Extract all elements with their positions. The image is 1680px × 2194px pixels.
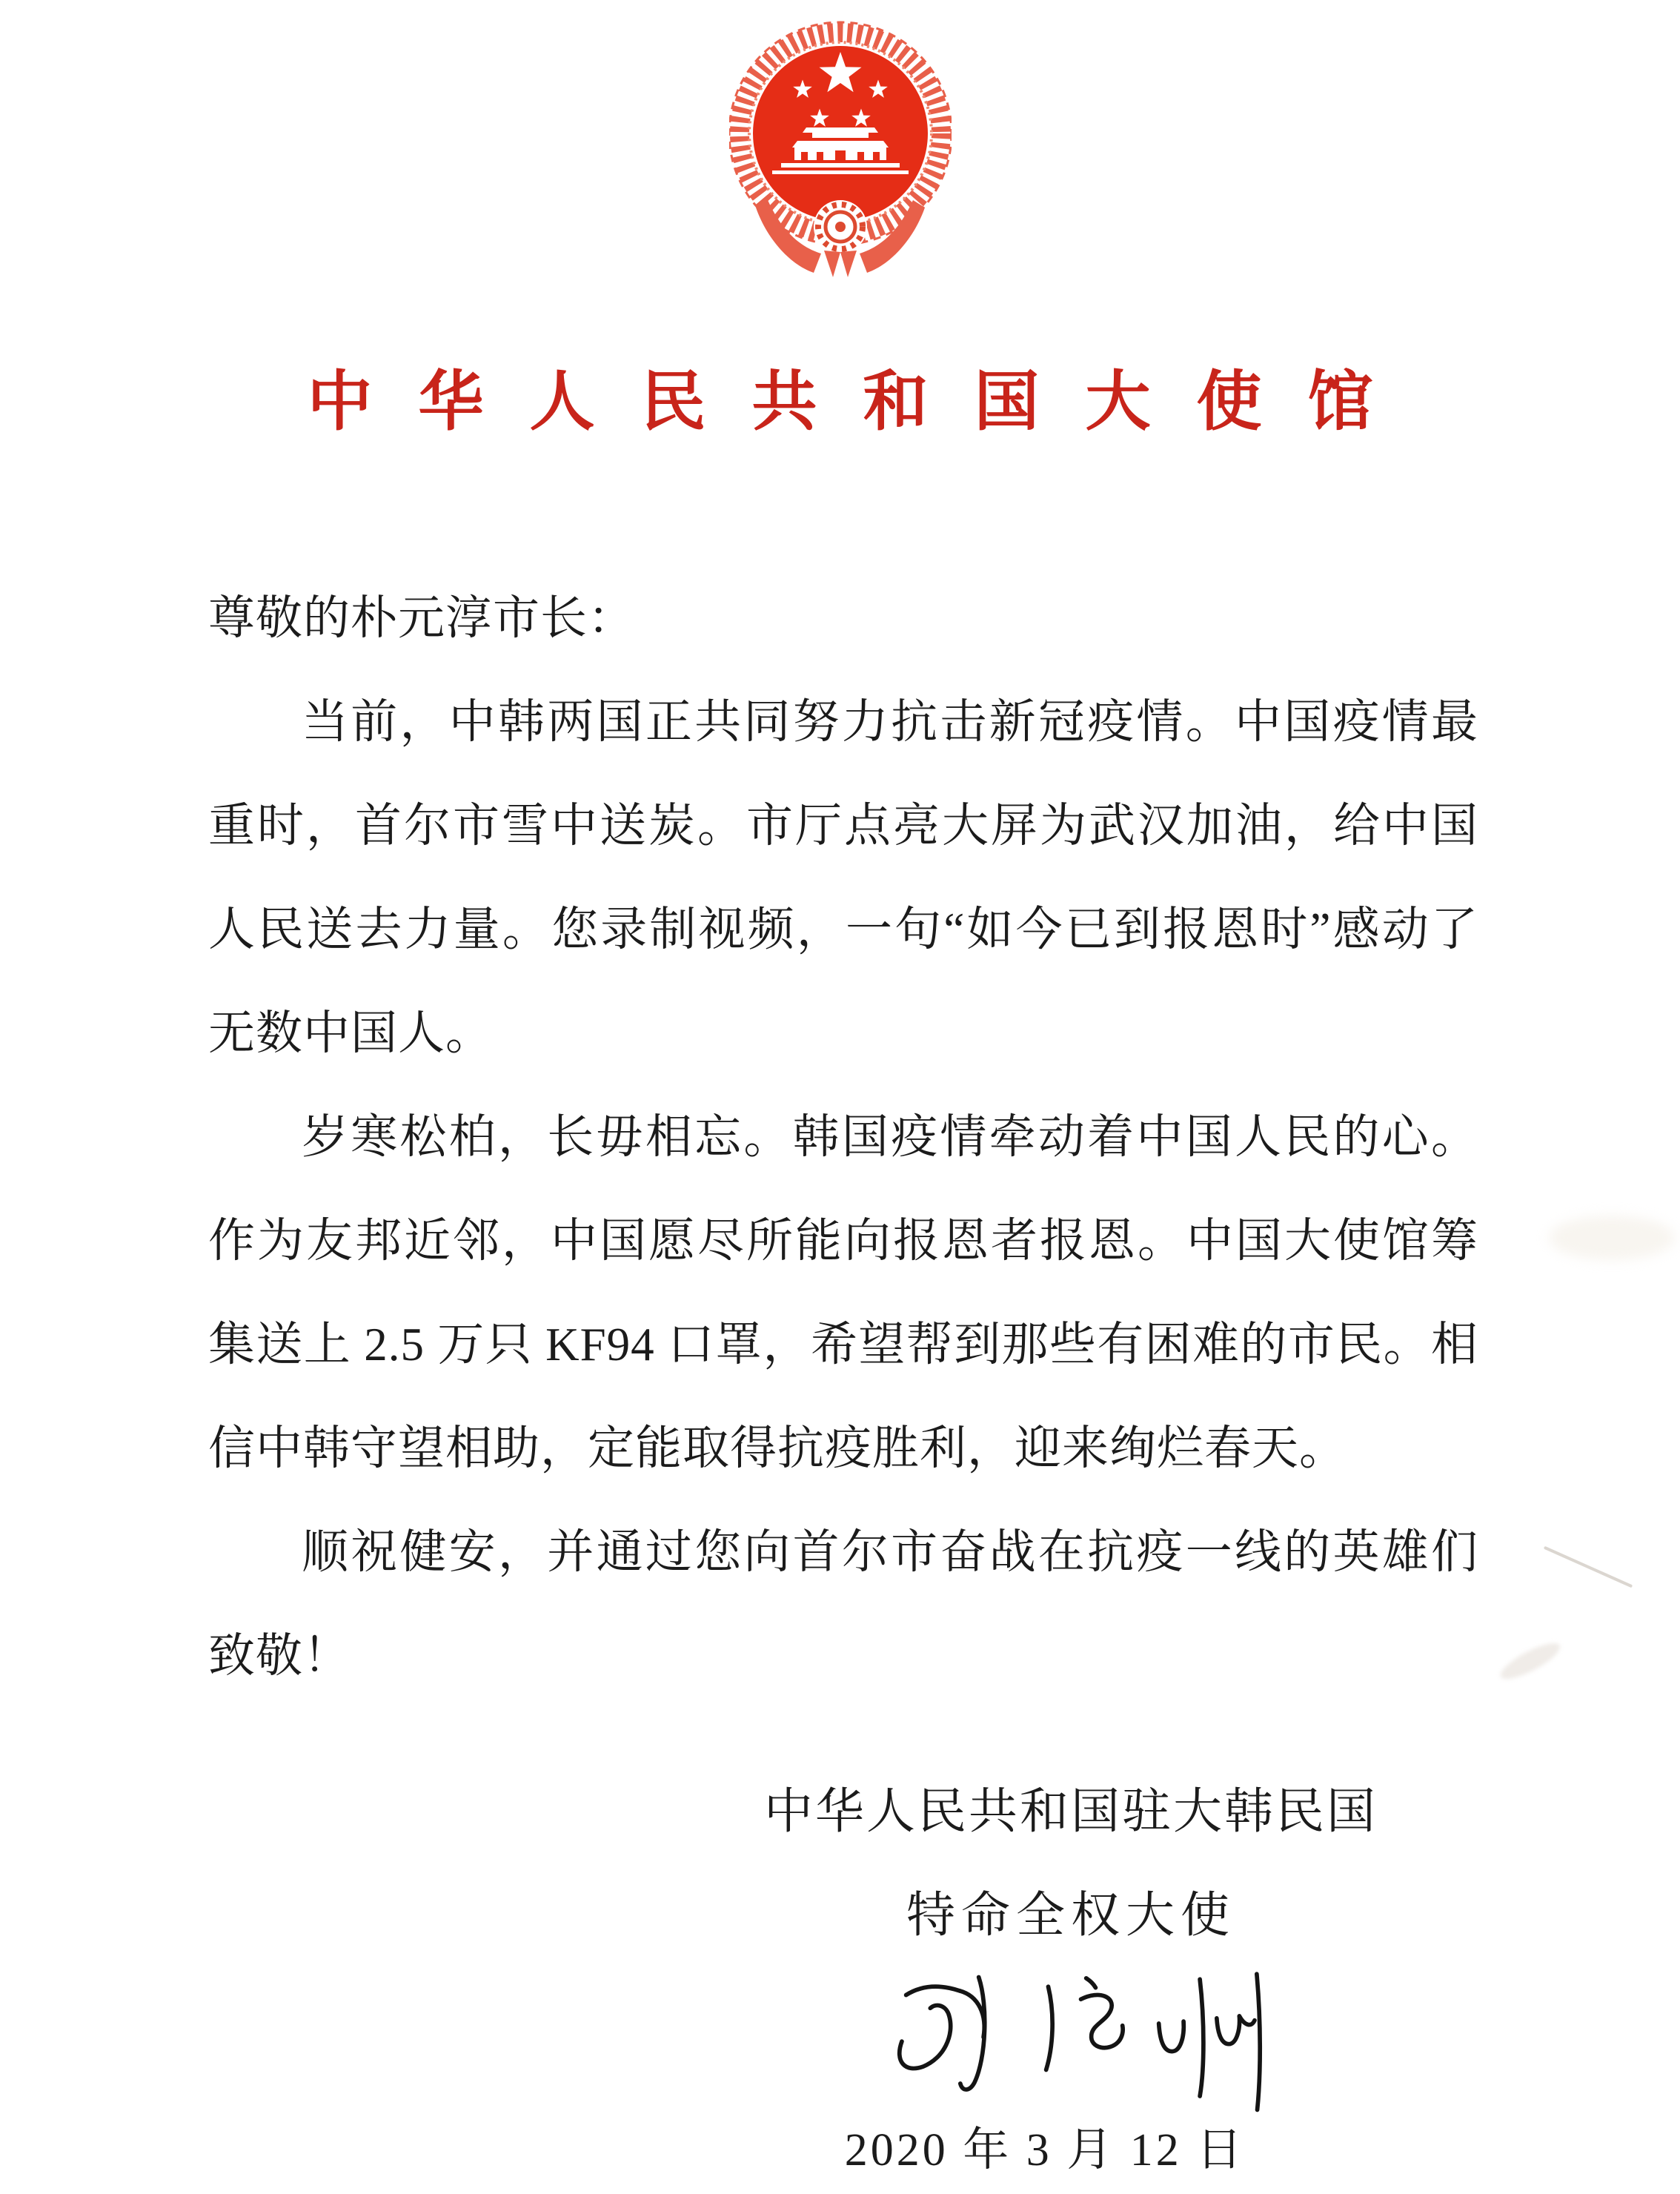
emblem-svg bbox=[729, 16, 952, 277]
signature-strokes-icon bbox=[874, 1938, 1275, 2135]
paragraph-3: 顺祝健安，并通过您向首尔市奋战在抗疫一线的英雄们致敬！ bbox=[208, 1526, 1478, 1682]
paragraph-1: 当前，中韩两国正共同努力抗击新冠疫情。中国疫情最重时，首尔市雪中送炭。市厅点亮大屏为武汉加油，给中国人民送去力量。您录制视频，一句“如今已到报恩时”感动了无数中国人。 bbox=[208, 696, 1478, 1059]
paragraph-2: 岁寒松柏，长毋相忘。韩国疫情牵动着中国人民的心。作为友邦近邻，中国愿尽所能向报恩者报恩。中国大使馆筹集送上 2.5 万只 KF94 口罩，希望帮到那些有困难的市民。相信中韩守望相助，定能取得抗疫胜利，迎来绚烂春天。 bbox=[208, 1111, 1478, 1474]
closing-title: 特命全权大使 bbox=[906, 1889, 1235, 1943]
letter-body bbox=[208, 566, 1478, 1708]
letter-date: 2020 年 3 月 12 日 bbox=[844, 2125, 1246, 2175]
closing-organization: 中华人民共和国驻大韩民国 bbox=[764, 1785, 1378, 1839]
salutation: 尊敬的朴元淳市长： bbox=[208, 592, 635, 644]
scan-artifact-smudge bbox=[1496, 1637, 1564, 1685]
china-national-emblem-icon bbox=[729, 16, 952, 277]
embassy-letterhead-title: 中华人民共和国大使馆 bbox=[307, 367, 1419, 439]
scan-artifact-line bbox=[1544, 1546, 1633, 1588]
scan-artifact-band bbox=[1549, 1216, 1675, 1260]
handwritten-signature bbox=[874, 1938, 1275, 2135]
